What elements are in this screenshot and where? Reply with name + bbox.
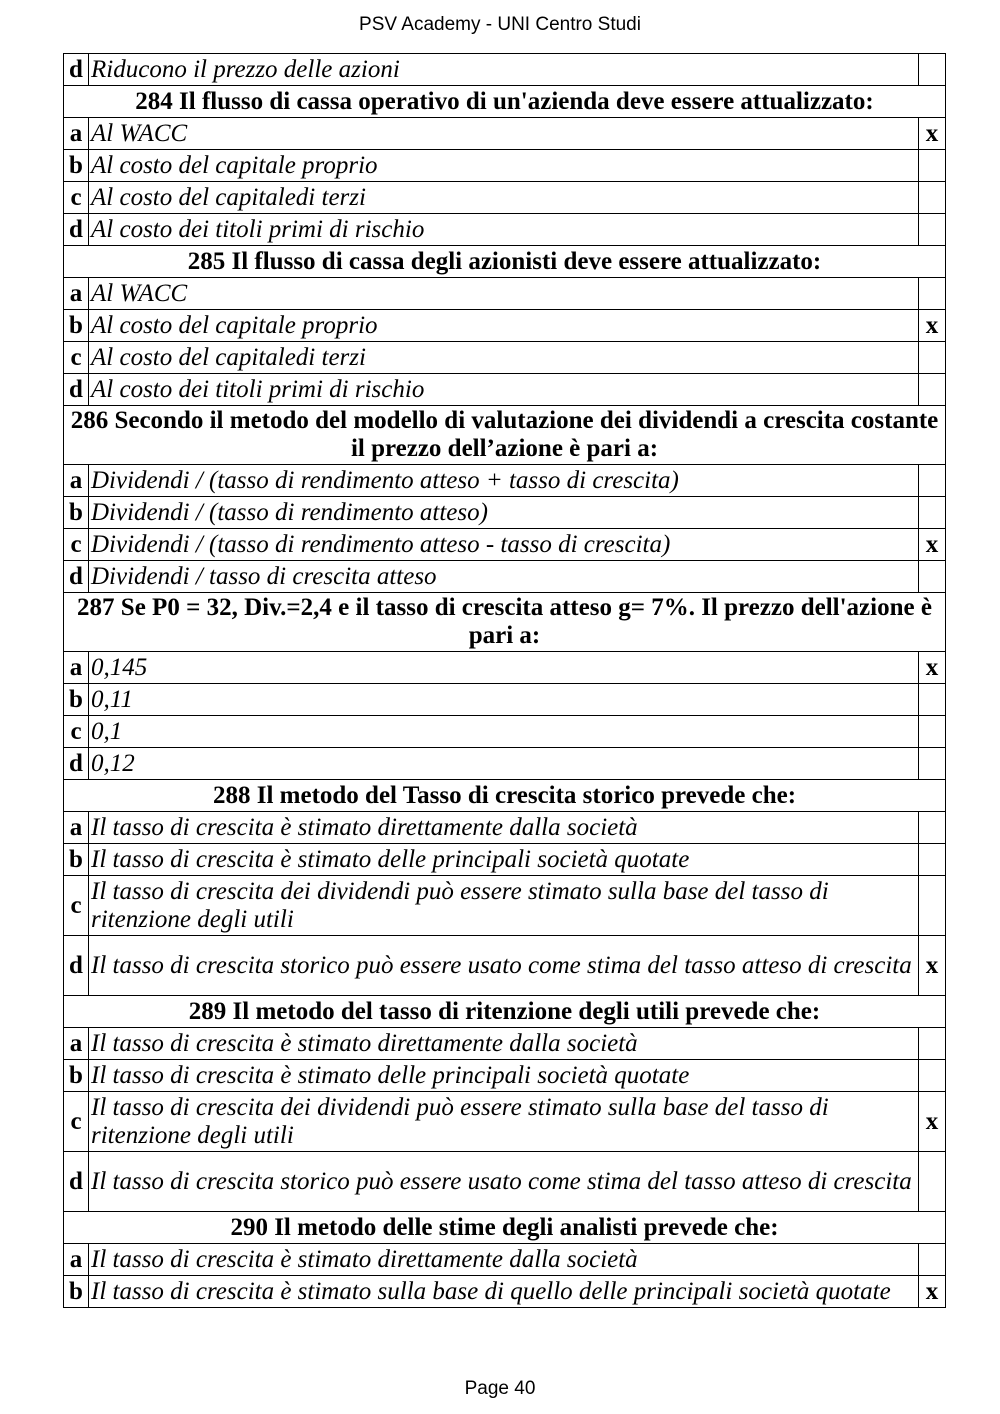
answer-letter: b <box>64 1060 89 1092</box>
question-text: 290 Il metodo delle stime degli analisti prevede che: <box>64 1212 946 1244</box>
answer-text: Al WACC <box>89 278 919 310</box>
question-row <box>64 246 946 278</box>
answer-text: Il tasso di crescita storico può essere usato come stima del tasso atteso di crescita <box>89 936 919 996</box>
question-row <box>64 86 946 118</box>
answer-text: Dividendi / (tasso di rendimento atteso + tasso di crescita) <box>89 465 919 497</box>
answer-letter: d <box>64 54 89 86</box>
correct-answer-mark <box>919 54 946 86</box>
answer-letter: b <box>64 310 89 342</box>
question-text: 286 Secondo il metodo del modello di valutazione dei dividendi a crescita costante il prezzo dell’azione è pari a: <box>64 406 946 465</box>
answer-row <box>64 844 946 876</box>
correct-answer-mark <box>919 1152 946 1212</box>
answer-letter: a <box>64 652 89 684</box>
correct-answer-mark <box>919 1060 946 1092</box>
answer-text: 0,1 <box>89 716 919 748</box>
answer-letter: a <box>64 812 89 844</box>
correct-answer-mark <box>919 182 946 214</box>
answer-text: Riducono il prezzo delle azioni <box>89 54 919 86</box>
correct-answer-mark: x <box>919 529 946 561</box>
correct-answer-mark <box>919 716 946 748</box>
answer-letter: a <box>64 1028 89 1060</box>
correct-answer-mark <box>919 1244 946 1276</box>
answer-letter: b <box>64 150 89 182</box>
answer-row <box>64 374 946 406</box>
answer-row <box>64 342 946 374</box>
correct-answer-mark: x <box>919 118 946 150</box>
answer-text: Dividendi / tasso di crescita atteso <box>89 561 919 593</box>
question-row <box>64 780 946 812</box>
answer-text: Al WACC <box>89 118 919 150</box>
answer-row <box>64 876 946 936</box>
answer-row <box>64 529 946 561</box>
answer-text: Il tasso di crescita è stimato sulla base di quello delle principali società quotate <box>89 1276 919 1308</box>
answer-row <box>64 497 946 529</box>
answer-row <box>64 54 946 86</box>
answer-text: 0,12 <box>89 748 919 780</box>
correct-answer-mark <box>919 844 946 876</box>
answer-letter: d <box>64 374 89 406</box>
correct-answer-mark <box>919 278 946 310</box>
correct-answer-mark: x <box>919 1276 946 1308</box>
answer-row <box>64 182 946 214</box>
answer-letter: c <box>64 182 89 214</box>
answer-row <box>64 748 946 780</box>
answer-text: Il tasso di crescita storico può essere usato come stima del tasso atteso di crescita <box>89 1152 919 1212</box>
answer-text: Il tasso di crescita dei dividendi può essere stimato sulla base del tasso di ritenzione degli utili <box>89 876 919 936</box>
answer-letter: c <box>64 342 89 374</box>
answer-letter: d <box>64 748 89 780</box>
answer-row <box>64 561 946 593</box>
answer-row <box>64 684 946 716</box>
correct-answer-mark <box>919 465 946 497</box>
answer-letter: a <box>64 465 89 497</box>
quiz-table <box>63 53 946 1308</box>
correct-answer-mark <box>919 748 946 780</box>
answer-row <box>64 465 946 497</box>
answer-text: Il tasso di crescita è stimato delle principali società quotate <box>89 844 919 876</box>
question-row <box>64 996 946 1028</box>
correct-answer-mark <box>919 342 946 374</box>
correct-answer-mark <box>919 561 946 593</box>
answer-letter: c <box>64 716 89 748</box>
answer-text: Dividendi / (tasso di rendimento atteso - tasso di crescita) <box>89 529 919 561</box>
answer-text: 0,145 <box>89 652 919 684</box>
correct-answer-mark <box>919 1028 946 1060</box>
answer-row <box>64 150 946 182</box>
answer-text: Al costo del capitale proprio <box>89 150 919 182</box>
answer-text: Il tasso di crescita dei dividendi può essere stimato sulla base del tasso di ritenzione degli utili <box>89 1092 919 1152</box>
correct-answer-mark <box>919 876 946 936</box>
answer-letter: b <box>64 497 89 529</box>
answer-letter: c <box>64 1092 89 1152</box>
correct-answer-mark <box>919 684 946 716</box>
answer-row <box>64 936 946 996</box>
answer-row <box>64 1060 946 1092</box>
question-text: 289 Il metodo del tasso di ritenzione degli utili prevede che: <box>64 996 946 1028</box>
answer-text: 0,11 <box>89 684 919 716</box>
answer-letter: a <box>64 278 89 310</box>
question-row <box>64 593 946 652</box>
answer-row <box>64 1244 946 1276</box>
answer-letter: b <box>64 1276 89 1308</box>
answer-letter: a <box>64 118 89 150</box>
answer-letter: b <box>64 684 89 716</box>
question-text: 288 Il metodo del Tasso di crescita storico prevede che: <box>64 780 946 812</box>
question-text: 287 Se P0 = 32, Div.=2,4 e il tasso di crescita atteso g= 7%. Il prezzo dell'azione è pari a: <box>64 593 946 652</box>
answer-letter: a <box>64 1244 89 1276</box>
answer-text: Il tasso di crescita è stimato direttamente dalla società <box>89 812 919 844</box>
quiz-table-body <box>64 54 946 1308</box>
answer-text: Dividendi / (tasso di rendimento atteso) <box>89 497 919 529</box>
page-header: PSV Academy - UNI Centro Studi <box>359 14 641 35</box>
answer-row <box>64 118 946 150</box>
answer-row <box>64 214 946 246</box>
answer-text: Al costo del capitaledi terzi <box>89 182 919 214</box>
correct-answer-mark <box>919 150 946 182</box>
answer-letter: b <box>64 844 89 876</box>
correct-answer-mark <box>919 812 946 844</box>
answer-letter: c <box>64 876 89 936</box>
answer-row <box>64 1028 946 1060</box>
question-text: 285 Il flusso di cassa degli azionisti deve essere attualizzato: <box>64 246 946 278</box>
answer-letter: d <box>64 1152 89 1212</box>
page-footer: Page 40 <box>464 1378 536 1399</box>
correct-answer-mark <box>919 214 946 246</box>
answer-row <box>64 1152 946 1212</box>
answer-row <box>64 310 946 342</box>
correct-answer-mark <box>919 374 946 406</box>
correct-answer-mark: x <box>919 936 946 996</box>
answer-letter: d <box>64 214 89 246</box>
answer-row <box>64 652 946 684</box>
answer-row <box>64 278 946 310</box>
answer-text: Al costo dei titoli primi di rischio <box>89 214 919 246</box>
question-text: 284 Il flusso di cassa operativo di un'azienda deve essere attualizzato: <box>64 86 946 118</box>
answer-row <box>64 716 946 748</box>
answer-row <box>64 1276 946 1308</box>
correct-answer-mark: x <box>919 1092 946 1152</box>
answer-text: Il tasso di crescita è stimato direttamente dalla società <box>89 1244 919 1276</box>
answer-letter: c <box>64 529 89 561</box>
answer-text: Al costo dei titoli primi di rischio <box>89 374 919 406</box>
answer-text: Il tasso di crescita è stimato delle principali società quotate <box>89 1060 919 1092</box>
answer-text: Al costo del capitale proprio <box>89 310 919 342</box>
correct-answer-mark <box>919 497 946 529</box>
answer-letter: d <box>64 561 89 593</box>
answer-row <box>64 1092 946 1152</box>
question-row <box>64 406 946 465</box>
answer-text: Al costo del capitaledi terzi <box>89 342 919 374</box>
answer-row <box>64 812 946 844</box>
correct-answer-mark: x <box>919 310 946 342</box>
correct-answer-mark: x <box>919 652 946 684</box>
answer-letter: d <box>64 936 89 996</box>
question-row <box>64 1212 946 1244</box>
answer-text: Il tasso di crescita è stimato direttamente dalla società <box>89 1028 919 1060</box>
